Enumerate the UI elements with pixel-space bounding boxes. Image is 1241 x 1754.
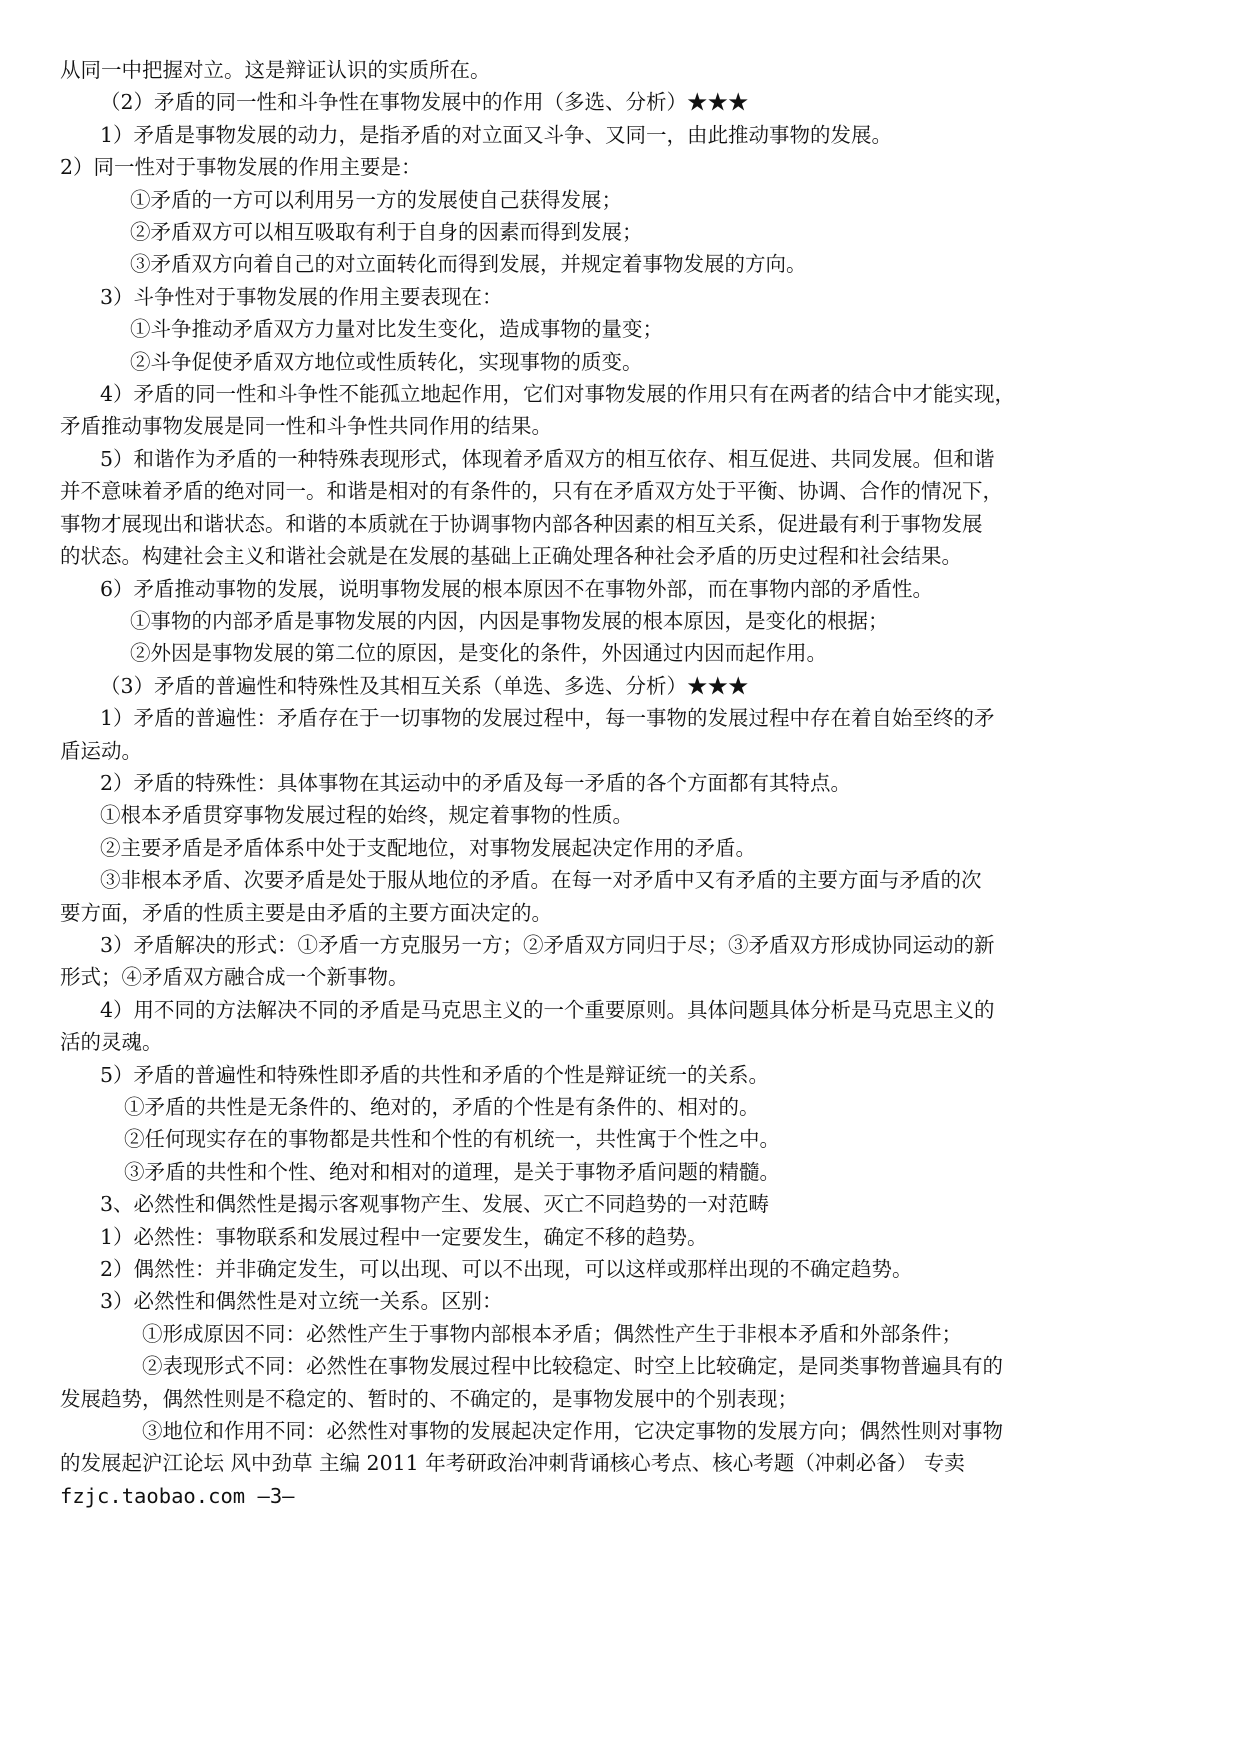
- text-line: ①根本矛盾贯穿事物发展过程的始终，规定着事物的性质。: [100, 803, 633, 828]
- text-line: 事物才展现出和谐状态。和谐的本质就在于协调事物内部各种因素的相互关系，促进最有利于事物发展: [60, 511, 983, 536]
- text-line: 5）矛盾的普遍性和特殊性即矛盾的共性和矛盾的个性是辩证统一的关系。: [100, 1062, 770, 1087]
- text-line: ①矛盾的共性是无条件的、绝对的，矛盾的个性是有条件的、相对的。: [124, 1095, 760, 1119]
- text-line: ①斗争推动矛盾双方力量对比发生变化，造成事物的量变；: [130, 317, 663, 342]
- text-line: ③矛盾双方向着自己的对立面转化而得到发展，并规定着事物发展的方向。: [130, 252, 807, 277]
- text-line: 4）用不同的方法解决不同的矛盾是马克思主义的一个重要原则。具体问题具体分析是马克思主义的: [100, 997, 995, 1022]
- text-line: ②表现形式不同：必然性在事物发展过程中比较稳定、时空上比较确定，是同类事物普遍具有的: [142, 1354, 1003, 1379]
- text-line: 的状态。构建社会主义和谐社会就是在发展的基础上正确处理各种社会矛盾的历史过程和社会结果。: [60, 544, 962, 569]
- text-line: 1）矛盾的普遍性：矛盾存在于一切事物的发展过程中，每一事物的发展过程中存在着自始至终的矛: [100, 706, 995, 731]
- text-line: 从同一中把握对立。这是辩证认识的实质所在。: [60, 58, 491, 82]
- text-line: ①事物的内部矛盾是事物发展的内因，内因是事物发展的根本原因，是变化的根据；: [130, 608, 889, 633]
- text-line: 盾运动。: [60, 738, 142, 763]
- text-line: 3）斗争性对于事物发展的作用主要表现在：: [100, 284, 503, 309]
- text-line: 3、必然性和偶然性是揭示客观事物产生、发展、灭亡不同趋势的一对范畴: [100, 1192, 770, 1217]
- text-line: 3）矛盾解决的形式：①矛盾一方克服另一方；②矛盾双方同归于尽；③矛盾双方形成协同运动的新: [100, 932, 995, 957]
- text-line: 发展趋势，偶然性则是不稳定的、暂时的、不确定的，是事物发展中的个别表现；: [60, 1386, 798, 1411]
- text-line: ③地位和作用不同：必然性对事物的发展起决定作用，它决定事物的发展方向；偶然性则对事物: [142, 1419, 1003, 1444]
- text-line: 并不意味着矛盾的绝对同一。和谐是相对的有条件的，只有在矛盾双方处于平衡、协调、合作的情况下，: [60, 479, 1003, 504]
- text-line: ①形成原因不同：必然性产生于事物内部根本矛盾；偶然性产生于非根本矛盾和外部条件；: [142, 1321, 962, 1346]
- text-line: （2）矛盾的同一性和斗争性在事物发展中的作用（多选、分析）★★★: [100, 90, 749, 115]
- text-line: 2）偶然性：并非确定发生，可以出现、可以不出现，可以这样或那样出现的不确定趋势。: [100, 1257, 913, 1282]
- text-line: 2）同一性对于事物发展的作用主要是：: [60, 155, 422, 180]
- text-line: ③非根本矛盾、次要矛盾是处于服从地位的矛盾。在每一对矛盾中又有矛盾的主要方面与矛盾的次: [100, 868, 982, 893]
- text-line: 3）必然性和偶然性是对立统一关系。区别：: [100, 1289, 503, 1314]
- text-line: ②外因是事物发展的第二位的原因，是变化的条件，外因通过内因而起作用。: [130, 641, 827, 666]
- text-line: ②主要矛盾是矛盾体系中处于支配地位，对事物发展起决定作用的矛盾。: [100, 835, 756, 860]
- text-line: 2）矛盾的特殊性：具体事物在其运动中的矛盾及每一矛盾的各个方面都有其特点。: [100, 770, 852, 795]
- text-line: ①矛盾的一方可以利用另一方的发展使自己获得发展；: [130, 187, 622, 212]
- text-line: 的发展起沪江论坛 风中劲草 主编 2011 年考研政治冲刺背诵核心考点、核心考题（冲刺必备） 专卖: [60, 1451, 965, 1476]
- text-line: 1）矛盾是事物发展的动力，是指矛盾的对立面又斗争、又同一，由此推动事物的发展。: [100, 122, 893, 147]
- text-line: 要方面，矛盾的性质主要是由矛盾的主要方面决定的。: [60, 900, 552, 925]
- text-line: ②矛盾双方可以相互吸取有利于自身的因素而得到发展；: [130, 220, 643, 245]
- text-line: 1）必然性：事物联系和发展过程中一定要发生，确定不移的趋势。: [100, 1224, 708, 1249]
- text-line: 活的灵魂。: [60, 1030, 163, 1055]
- text-line: 矛盾推动事物发展是同一性和斗争性共同作用的结果。: [60, 414, 552, 439]
- text-line: 4）矛盾的同一性和斗争性不能孤立地起作用，它们对事物发展的作用只有在两者的结合中才能实现，: [100, 382, 1016, 407]
- text-line: （3）矛盾的普遍性和特殊性及其相互关系（单选、多选、分析）★★★: [100, 673, 749, 698]
- text-line: ③矛盾的共性和个性、绝对和相对的道理，是关于事物矛盾问题的精髓。: [124, 1159, 780, 1184]
- text-line: 6）矛盾推动事物的发展，说明事物发展的根本原因不在事物外部，而在事物内部的矛盾性。: [100, 576, 934, 601]
- text-line: fzjc.taobao.com —3—: [60, 1483, 295, 1508]
- text-line: ②斗争促使矛盾双方地位或性质转化，实现事物的质变。: [130, 349, 643, 374]
- text-line: 形式；④矛盾双方融合成一个新事物。: [60, 965, 409, 990]
- text-line: 5）和谐作为矛盾的一种特殊表现形式，体现着矛盾双方的相互依存、相互促进、共同发展。但和谐: [100, 446, 995, 471]
- text-line: ②任何现实存在的事物都是共性和个性的有机统一，共性寓于个性之中。: [124, 1127, 780, 1152]
